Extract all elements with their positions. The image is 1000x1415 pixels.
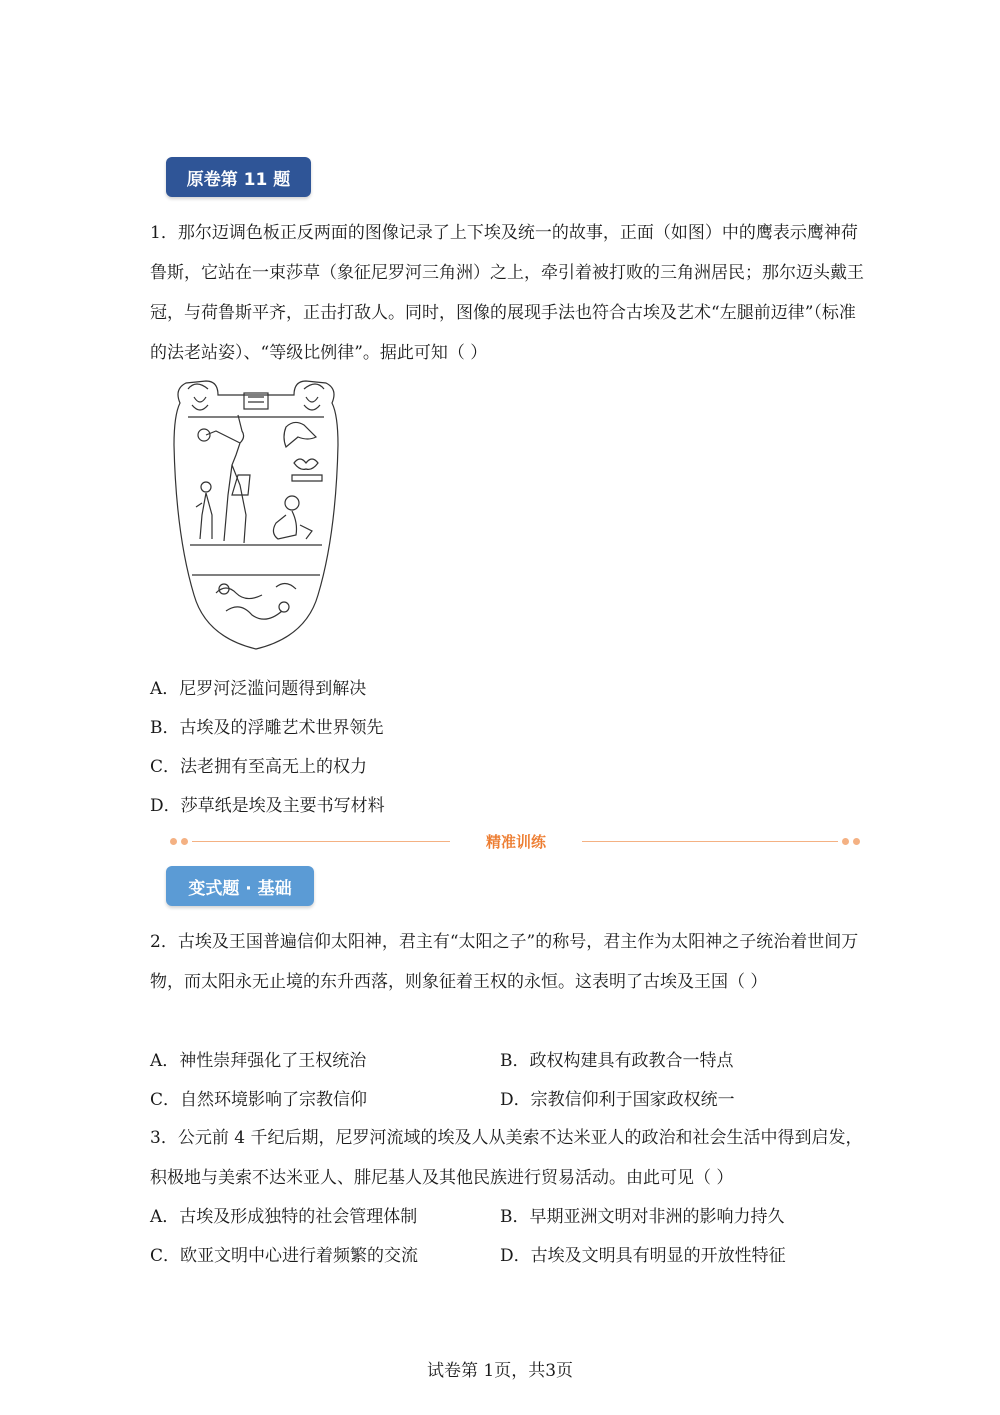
divider-dot [181,838,188,845]
q3-option-a: A．古埃及形成独特的社会管理体制 [150,1207,418,1227]
divider-dot [853,838,860,845]
q3-option-c: C．欧亚文明中心进行着频繁的交流 [150,1246,419,1266]
section-badge: 原卷第 11 题 [166,157,311,197]
q1-option-c: C．法老拥有至高无上的权力 [150,757,368,777]
q2-option-b: B．政权构建具有政教合一特点 [500,1051,734,1071]
variant-badge: 变式题 · 基础 [166,866,314,906]
q1-option-b: B．古埃及的浮雕艺术世界领先 [150,718,384,738]
divider-rule-right [582,841,838,842]
q1-option-d: D．莎草纸是埃及主要书写材料 [150,796,385,816]
q2-option-d: D．宗教信仰利于国家政权统一 [500,1090,735,1110]
q1-option-a: A．尼罗河泛滥问题得到解决 [150,679,367,699]
divider-dot [842,838,849,845]
section-divider [170,832,860,852]
divider-dot [170,838,177,845]
question-2-stem: 2．古埃及王国普遍信仰太阳神，君主有“太阳之子”的称号，君主作为太阳神之子统治着世间万物，而太阳永无止境的东升西落，则象征着王权的永恒。这表明了古埃及王国（ ） [150,932,859,992]
q3-option-d: D．古埃及文明具有明显的开放性特征 [500,1246,786,1266]
question-1-stem: 1．那尔迈调色板正反两面的图像记录了上下埃及统一的故事，正面（如图）中的鹰表示鹰神荷鲁斯，它站在一束莎草（象征尼罗河三角洲）之上，牵引着被打败的三角洲居民；那尔迈头戴王冠，与荷鲁斯平齐，正击打敌人。同时，图像的展现手法也符合古埃及艺术“左腿前迈律”（标准的法老站姿）、“等级比例律”。据此可知（ ） [150,223,864,363]
q2-option-c: C．自然环境影响了宗教信仰 [150,1090,368,1110]
narmer-palette-image [166,375,346,653]
divider-rule-left [192,841,450,842]
divider-title: 精准训练 [485,833,546,851]
question-3-stem: 3．公元前 4 千纪后期，尼罗河流域的埃及人从美索不达米亚人的政治和社会生活中得到启发，积极地与美索不达米亚人、腓尼基人及其他民族进行贸易活动。由此可见（ ） [150,1128,863,1188]
q3-option-b: B．早期亚洲文明对非洲的影响力持久 [500,1207,785,1227]
q2-option-a: A．神性崇拜强化了王权统治 [150,1051,367,1071]
page-footer: 试卷第 1页，共3页 [426,1361,574,1381]
